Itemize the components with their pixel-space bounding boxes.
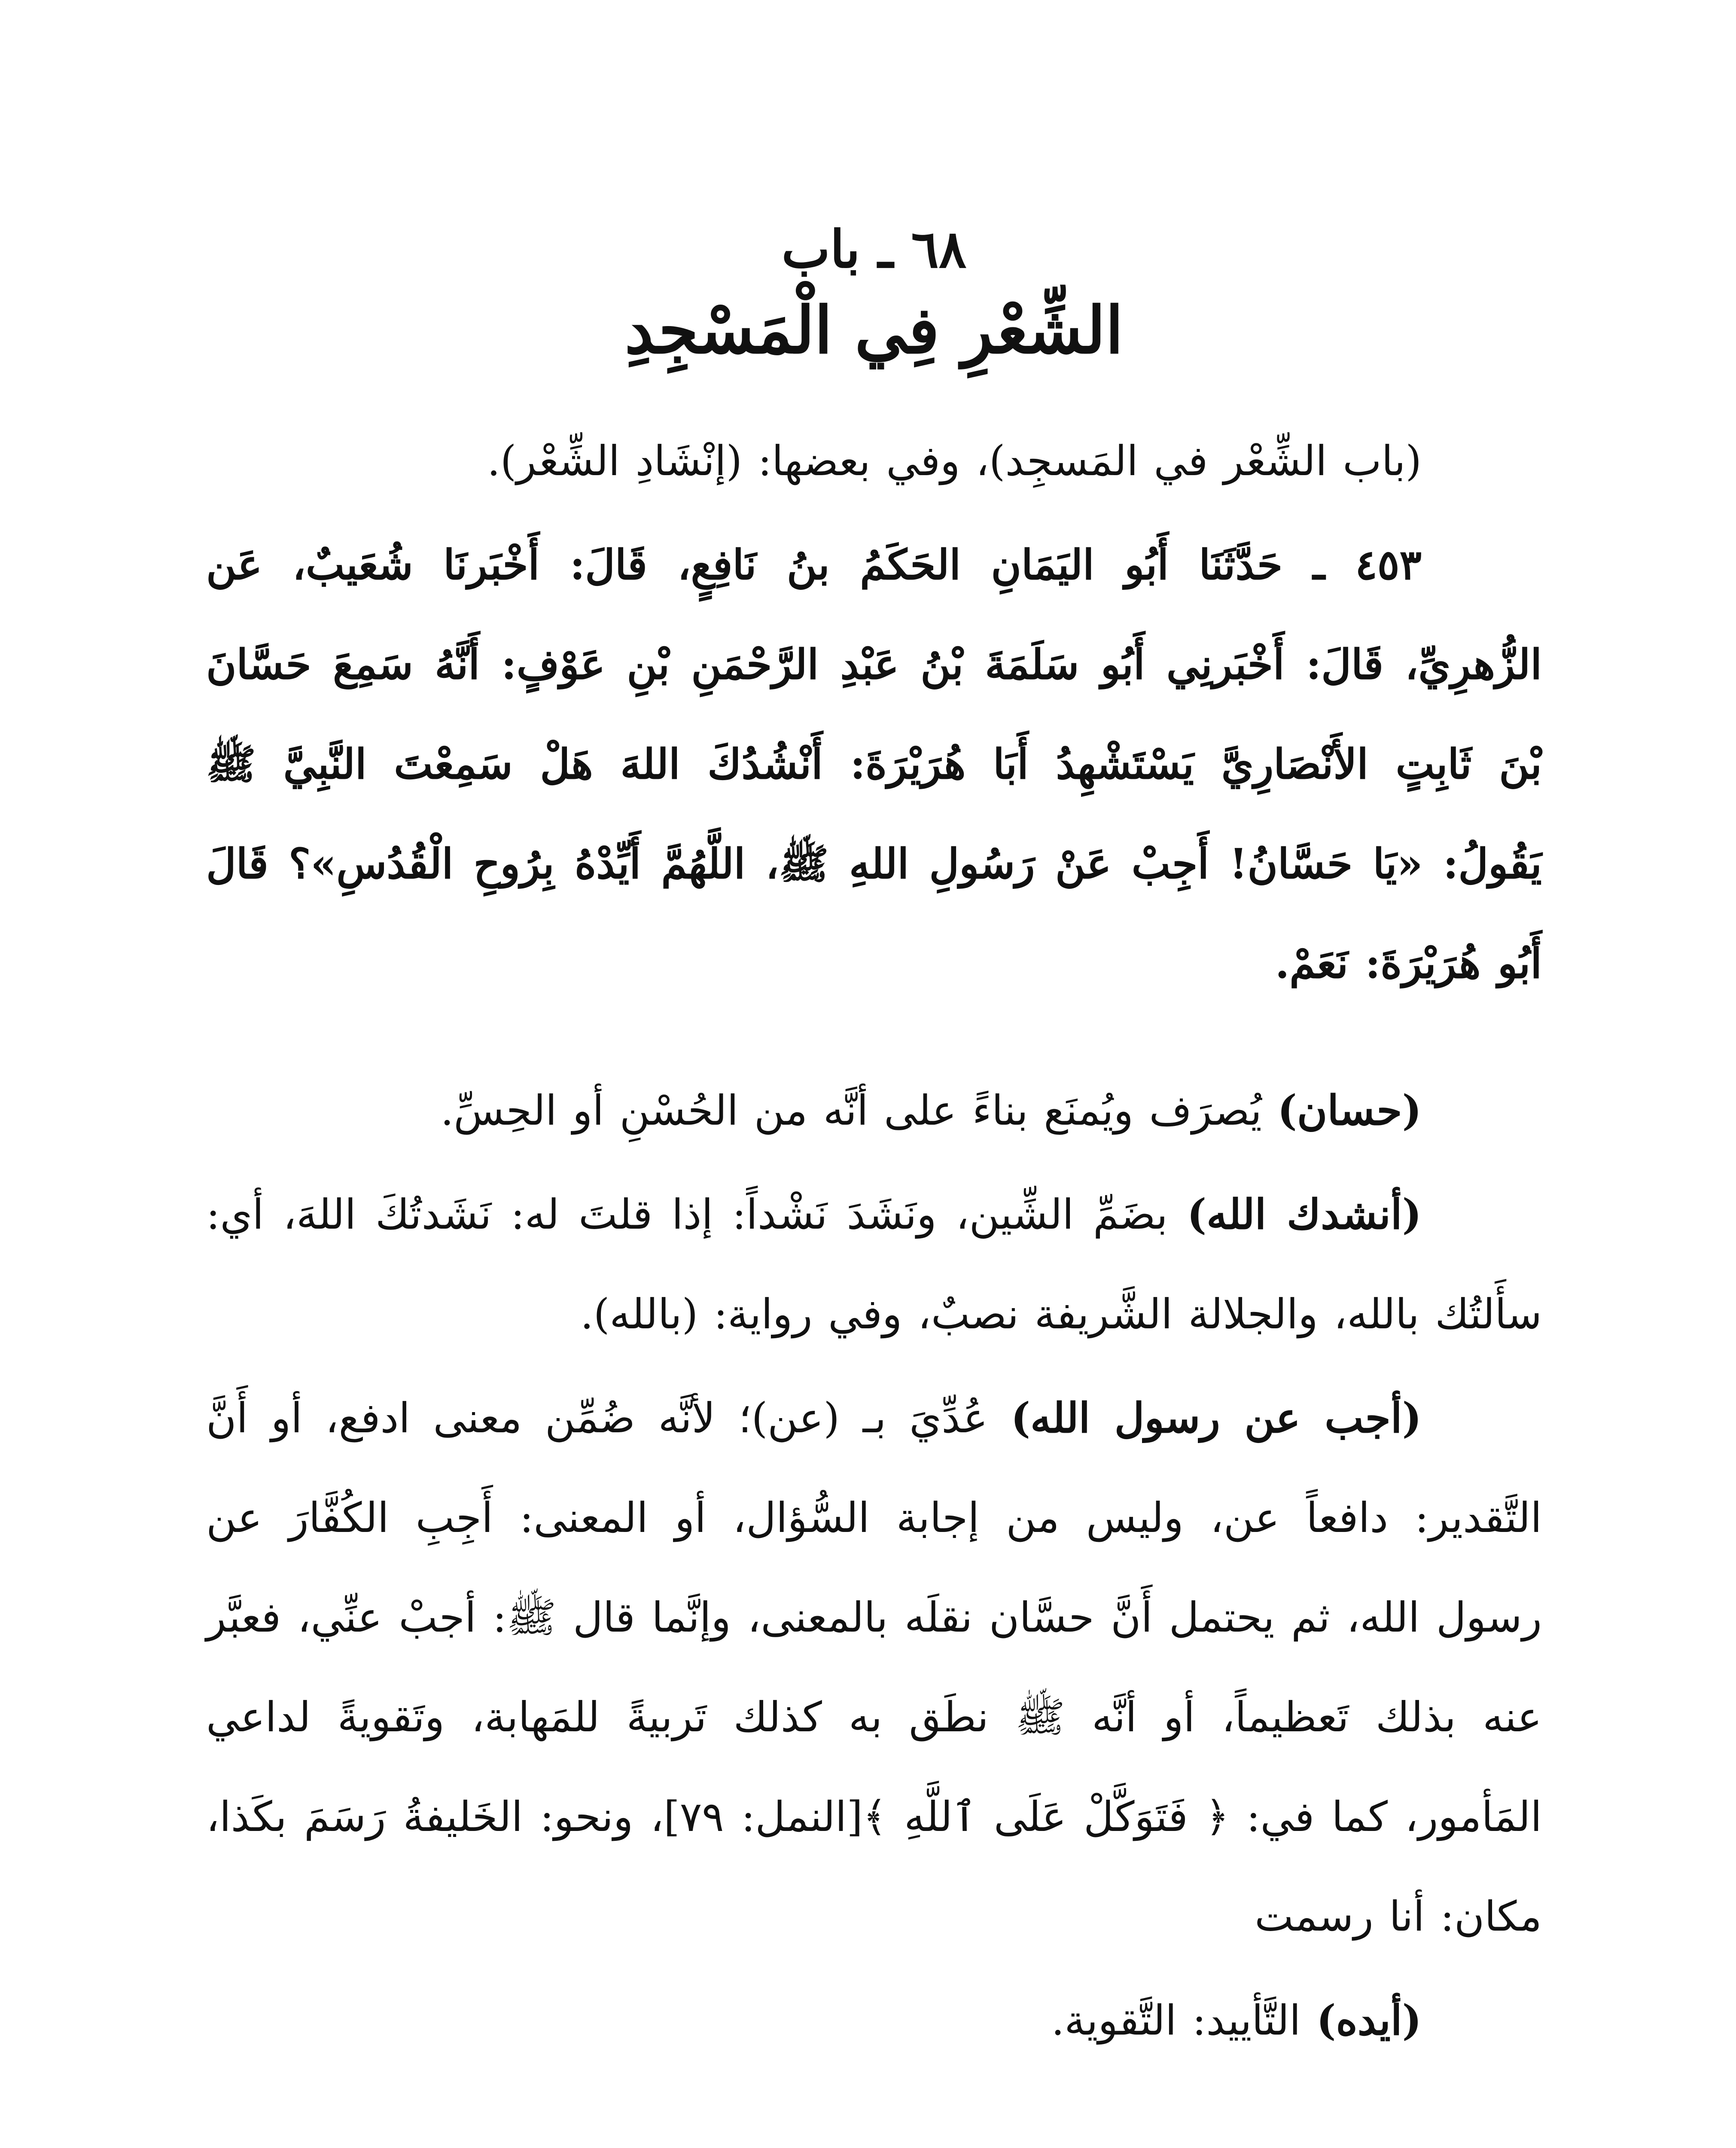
hadith-text <box>206 515 1542 1013</box>
commentary-paragraph <box>206 1165 1542 1364</box>
chapter-title: الشِّعْرِ فِي الْمَسْجِدِ <box>624 293 1124 368</box>
commentary-paragraph <box>206 1061 1542 1160</box>
page-body <box>206 215 1542 2148</box>
commentary-lead: (أنشدك الله) <box>1187 1190 1422 1239</box>
commentary-text: التَّأييد: التَّقوية. <box>1051 1996 1317 2044</box>
chapter-note <box>206 411 1542 511</box>
commentary-text: يُصرَف ويُمنَع بناءً على أنَّه من الحُسْنِ أو الحِسِّ. <box>440 1086 1278 1135</box>
commentary-paragraph <box>206 1971 1542 2070</box>
commentary-lead: (أيده) <box>1316 1996 1422 2044</box>
commentary-text: عُدِّيَ بـ (عن)؛ لأنَّه ضُمِّن معنى ادفع، أو أَنَّ التَّقدير: دافعاً عن، وليس من إجابة السُّؤال، أو المعنى: أَجِبِ الكُفَّارَ عن رسول الله، ثم يحتمل أَنَّ حسَّان نقلَه بالمعنى، وإنَّما قال ﷺ: أجبْ عنِّي، فعبَّر عنه بذلك تَعظيماً، أو أنَّه ﷺ نطَق به كذلك تَربيةً للمَهابة، وتَقويةً لداعي المَأمور، كما في: ﴿ فَتَوَكَّلْ عَلَى ٱللَّهِ ﴾[النمل: ٧٩]، ونحو: الخَليفةُ رَسَمَ بكَذا، مكان: أنا رسمت <box>206 1394 1542 1941</box>
hadith-body: ٤٥٣ ـ حَدَّثَنَا أَبُو اليَمَانِ الحَكَمُ بنُ نَافِعٍ، قَالَ: أَخْبَرنَا شُعَيبٌ، عَن الزُّهرِيِّ، قَالَ: أَخْبَرنِي أَبُو سَلَمَةَ بْنُ عَبْدِ الرَّحْمَنِ بْنِ عَوْفٍ: أَنَّهُ سَمِعَ حَسَّانَ بْنَ ثَابِتٍ الأَنْصَارِيَّ يَسْتَشْهِدُ أَبَا هُرَيْرَةَ: أَنْشُدُكَ اللهَ هَلْ سَمِعْتَ النَّبِيَّ ﷺ يَقُولُ: «يَا حَسَّانُ! أَجِبْ عَنْ رَسُولِ اللهِ ﷺ، اللَّهُمَّ أَيِّدْهُ بِرُوحِ الْقُدُسِ»؟ قَالَ أَبُو هُرَيْرَةَ: نَعَمْ. <box>206 540 1542 988</box>
commentary-lead: (أجب عن رسول الله) <box>1011 1394 1422 1442</box>
chapter-note-text: (باب الشِّعْر في المَسجِد)، وفي بعضها: (إنْشَادِ الشِّعْر). <box>487 437 1422 485</box>
chapter-number: ٦٨ ـ باب <box>781 219 967 280</box>
commentary-text: بضَمِّ الشِّين، ونَشَدَ نَشْداً: إذا قلتَ له: نَشَدتُكَ اللهَ، أي: سأَلتُك بالله، والجلالة الشَّريفة نصبٌ، وفي رواية: (بالله). <box>206 1190 1542 1338</box>
commentary-paragraph <box>206 1368 1542 1966</box>
commentary-lead: (حسان) <box>1277 1086 1422 1135</box>
